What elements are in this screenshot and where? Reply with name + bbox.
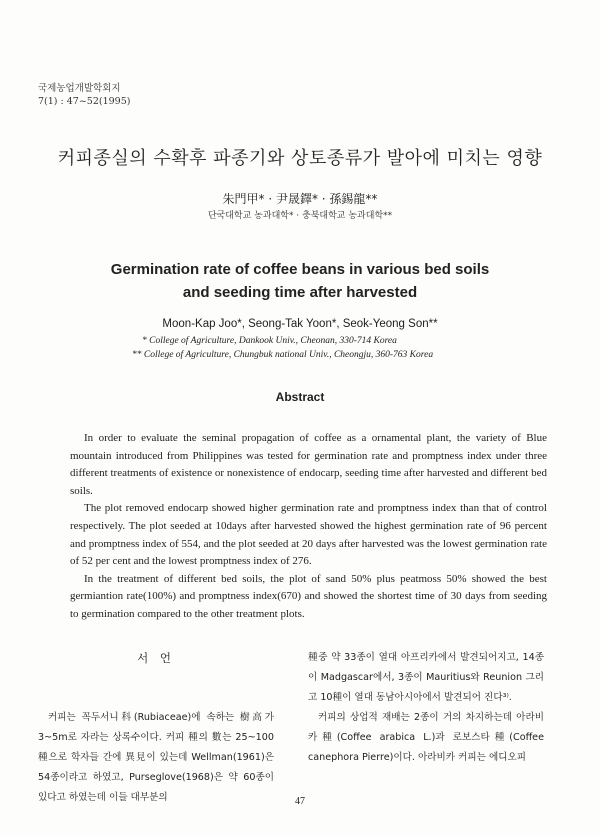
english-title (0, 258, 600, 304)
english-title-line2: and seeding time after harvested (182, 284, 418, 301)
korean-title: 커피종실의 수확후 파종기와 상토종류가 발아에 미치는 영향 (57, 148, 543, 169)
abstract-heading: Abstract (275, 390, 325, 404)
body-paragraph: 種중 약 33종이 열대 아프리카에서 발견되어지고, 14종이 Madgascar에서, 3종이 Mauritius와 Reunion 그리고 10種이 열대 동남아시아에서 발견되어 진다³⁾. (308, 652, 544, 703)
korean-authors: 朱門甲* · 尹晟鐸* · 孫錫龍** (222, 192, 378, 206)
abstract-body (70, 430, 547, 624)
affiliation-2: ** College of Agriculture, Chungbuk national Univ., Cheongju, 360-763 Korea (132, 350, 434, 360)
korean-affiliation: 단국대학교 농과대학* · 충북대학교 농과대학** (207, 211, 393, 221)
section-heading-introduction: 서 언 (137, 651, 175, 665)
abstract-paragraph: The plot removed endocarp showed higher germination rate and promptness index than that of control respectively. The plot seeded at 10days after harvested showed the highest germination rate of 96 percent and promptness index of 554, and the plot seeded at 20 days after harvested was the lowest germination rate of 52 per cent and the lowest promptness index of 276. (70, 502, 547, 568)
english-title-line1: Germination rate of coffee beans in various bed soils (110, 261, 490, 278)
english-authors: Moon-Kap Joo*, Seong-Tak Yoon*, Seok-Yeong Son** (162, 318, 438, 330)
body-paragraph: 커피는 꼭두서니科(Rubiaceae)에 속하는 樹高가 3~5m로 자라는 상록수이다. 커피 種의 數는 25~100種으로 학자들 간에 異見이 있는데 Wellman(1961)은 54종이라고 하였고, Purseglove(1968)은 약 60종이 있다고 하였는데 이들 대부분의 (38, 712, 274, 803)
affiliation-1: * College of Agriculture, Dankook Univ., Cheonan, 330-714 Korea (142, 336, 397, 346)
body-paragraph: 커피의 상업적 재배는 2종이 거의 차지하는데 아라비카種(Coffee arabica L.)과 로보스타種(Coffee canephora Pierre)이다. 아라비카 커피는 에디오피 (308, 712, 544, 763)
journal-citation: 7(1) : 47~52(1995) (38, 96, 131, 107)
right-column (308, 648, 544, 768)
abstract-paragraph: In order to evaluate the seminal propagation of coffee as a ornamental plant, the variety of Blue mountain introduced from Philippines was tested for germination rate and promptness index under three different treatments of existence or nonexistence of endocarp, seeding time after harvested and different bed soils. (70, 432, 547, 497)
abstract-paragraph: In the treatment of different bed soils, the plot of sand 50% plus peatmoss 50% showed the best germiantion rate(100%) and promptness index(670) and showed the shortest time of 30 days from seeding to germination compared to the other treatment plots. (70, 572, 547, 620)
page-number: 47 (295, 796, 305, 807)
journal-name: 국제농업개발학회지 (38, 83, 121, 94)
left-column (38, 708, 274, 808)
journal-header (38, 82, 130, 108)
